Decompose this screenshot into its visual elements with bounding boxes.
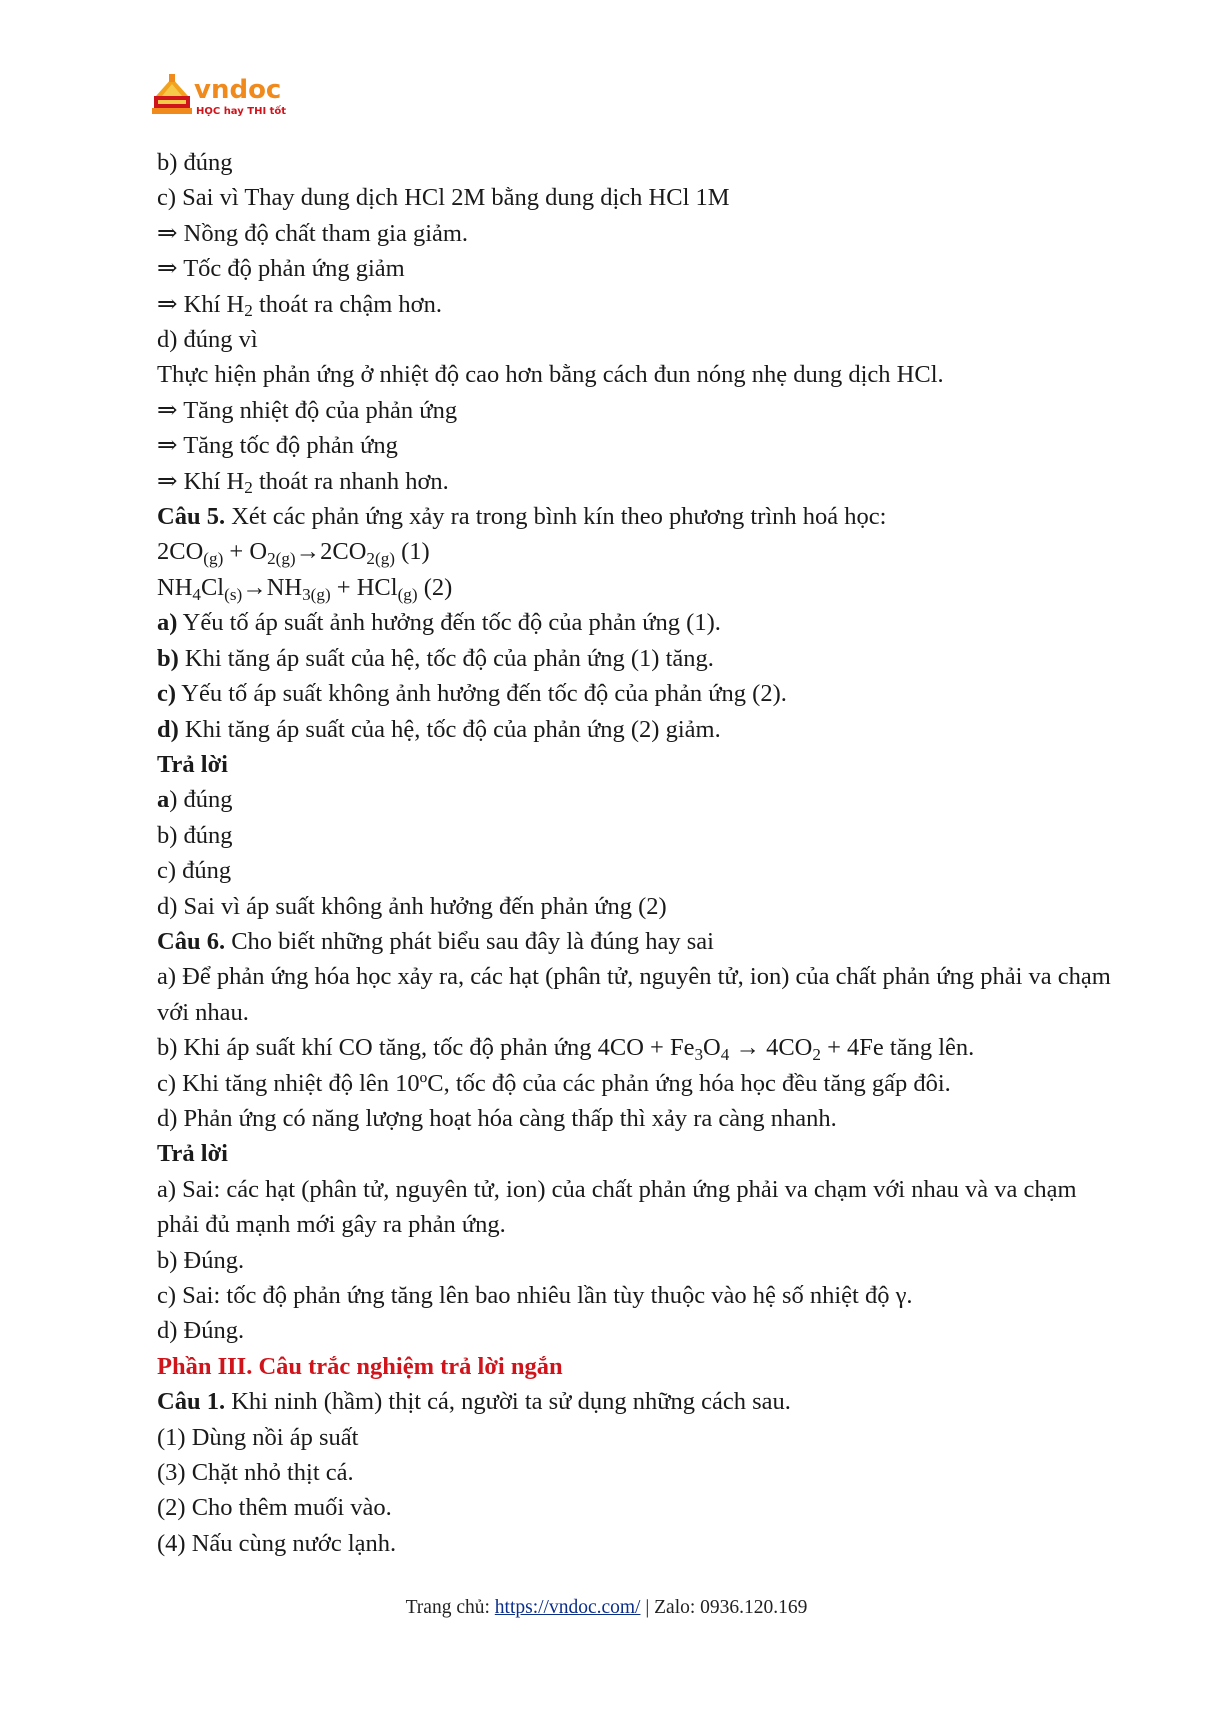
answer-line: a) Sai: các hạt (phân tử, nguyên tử, ion) của chất phản ứng phải va chạm với nhau và va chạm phải đủ mạnh mới gây ra phản ứng. [157,1175,1077,1239]
answer-line: d) Sai vì áp suất không ảnh hưởng đến phản ứng (2) [157,892,667,920]
statement-b: b) Khi áp suất khí CO tăng, tốc độ phản ứng $4CO + Fe_3O_4 \to 4CO_2 + 4Fe$ tăng lên. [157,1034,975,1064]
vndoc-logo [152,72,302,122]
answer-line: c) Sai vì Thay dung dịch HCl 2M bằng dung dịch HCl 1M [157,184,730,212]
equation-1: $2CO_{(g)} + O_{2(g)}\to 2CO_{2(g)}$ (1) [157,538,430,569]
footer-contact: | Zalo: 0936.120.169 [640,1597,808,1618]
homepage-link[interactable]: https://vndoc.com/ [494,1597,641,1618]
statement-c: c) Khi tăng nhiệt độ lên 10ºC, tốc độ của các phản ứng hóa học đều tăng gấp đôi. [157,1069,951,1097]
question-1: Câu 1. Khi ninh (hầm) thịt cá, người ta sử dụng những cách sau. [157,1388,791,1416]
question-6: Câu 6. Cho biết những phát biểu sau đây là đúng hay sai [157,927,714,955]
equation-2: $NH_4Cl_{(s)}\to NH_{3(g)} + HCl_{(g)}$ (2) [157,573,453,604]
logo-emblem-icon [152,74,192,114]
section-heading: Phần III. Câu trắc nghiệm trả lời ngắn [157,1352,563,1380]
document-body [157,145,1117,1561]
statement-a: a) Yếu tố áp suất ảnh hưởng đến tốc độ của phản ứng (1). [157,609,721,637]
answer-line: c) Sai: tốc độ phản ứng tăng lên bao nhiêu lần tùy thuộc vào hệ số nhiệt độ γ. [157,1282,913,1309]
question-label: Câu 6. [157,927,226,955]
answer-line: b) đúng [157,149,233,176]
answer-line: d) Đúng. [157,1317,245,1345]
answer-line: b) Đúng. [157,1246,245,1274]
answer-line: ⇒ Khí $H_2$ thoát ra chậm hơn. [157,290,442,321]
statement-b: b) Khi tăng áp suất của hệ, tốc độ của phản ứng (1) tăng. [157,644,714,672]
statement-a: a) Để phản ứng hóa học xảy ra, các hạt (phân tử, nguyên tử, ion) của chất phản ứng phải va chạm với nhau. [157,963,1111,1026]
answer-heading: Trả lời [157,750,228,778]
logo-brand-text: vndoc [194,75,282,105]
option-item: (3) Chặt nhỏ thịt cá. [157,1459,354,1487]
answer-line: Thực hiện phản ứng ở nhiệt độ cao hơn bằng cách đun nóng nhẹ dung dịch HCl. [157,361,944,389]
option-item: (2) Cho thêm muối vào. [157,1494,392,1522]
statement-d: d) Khi tăng áp suất của hệ, tốc độ của phản ứng (2) giảm. [157,715,721,743]
page-footer [0,1597,1213,1619]
statement-d: d) Phản ứng có năng lượng hoạt hóa càng thấp thì xảy ra càng nhanh. [157,1104,837,1132]
answer-line: a) đúng [157,786,233,814]
footer-prefix: Trang chủ: [405,1597,495,1618]
answer-heading: Trả lời [157,1140,228,1168]
answer-line: c) đúng [157,857,232,885]
answer-line: ⇒ Khí $H_2$ thoát ra nhanh hơn. [157,467,449,498]
option-item: (1) Dùng nồi áp suất [157,1423,359,1451]
question-5: Câu 5. Xét các phản ứng xảy ra trong bình kín theo phương trình hoá học: [157,503,887,531]
answer-line: ⇒ Tốc độ phản ứng giảm [157,255,405,283]
answer-line: b) đúng [157,821,233,849]
question-label: Câu 5. [157,503,226,531]
answer-line: ⇒ Tăng nhiệt độ của phản ứng [157,396,458,424]
option-item: (4) Nấu cùng nước lạnh. [157,1529,397,1557]
answer-line: ⇒ Nồng độ chất tham gia giảm. [157,219,469,247]
answer-line: d) đúng vì [157,326,258,354]
statement-c: c) Yếu tố áp suất không ảnh hưởng đến tốc độ của phản ứng (2). [157,680,787,708]
question-label: Câu 1. [157,1388,226,1416]
answer-line: ⇒ Tăng tốc độ phản ứng [157,432,398,460]
logo-tagline: HỌC hay THI tốt [196,106,287,117]
